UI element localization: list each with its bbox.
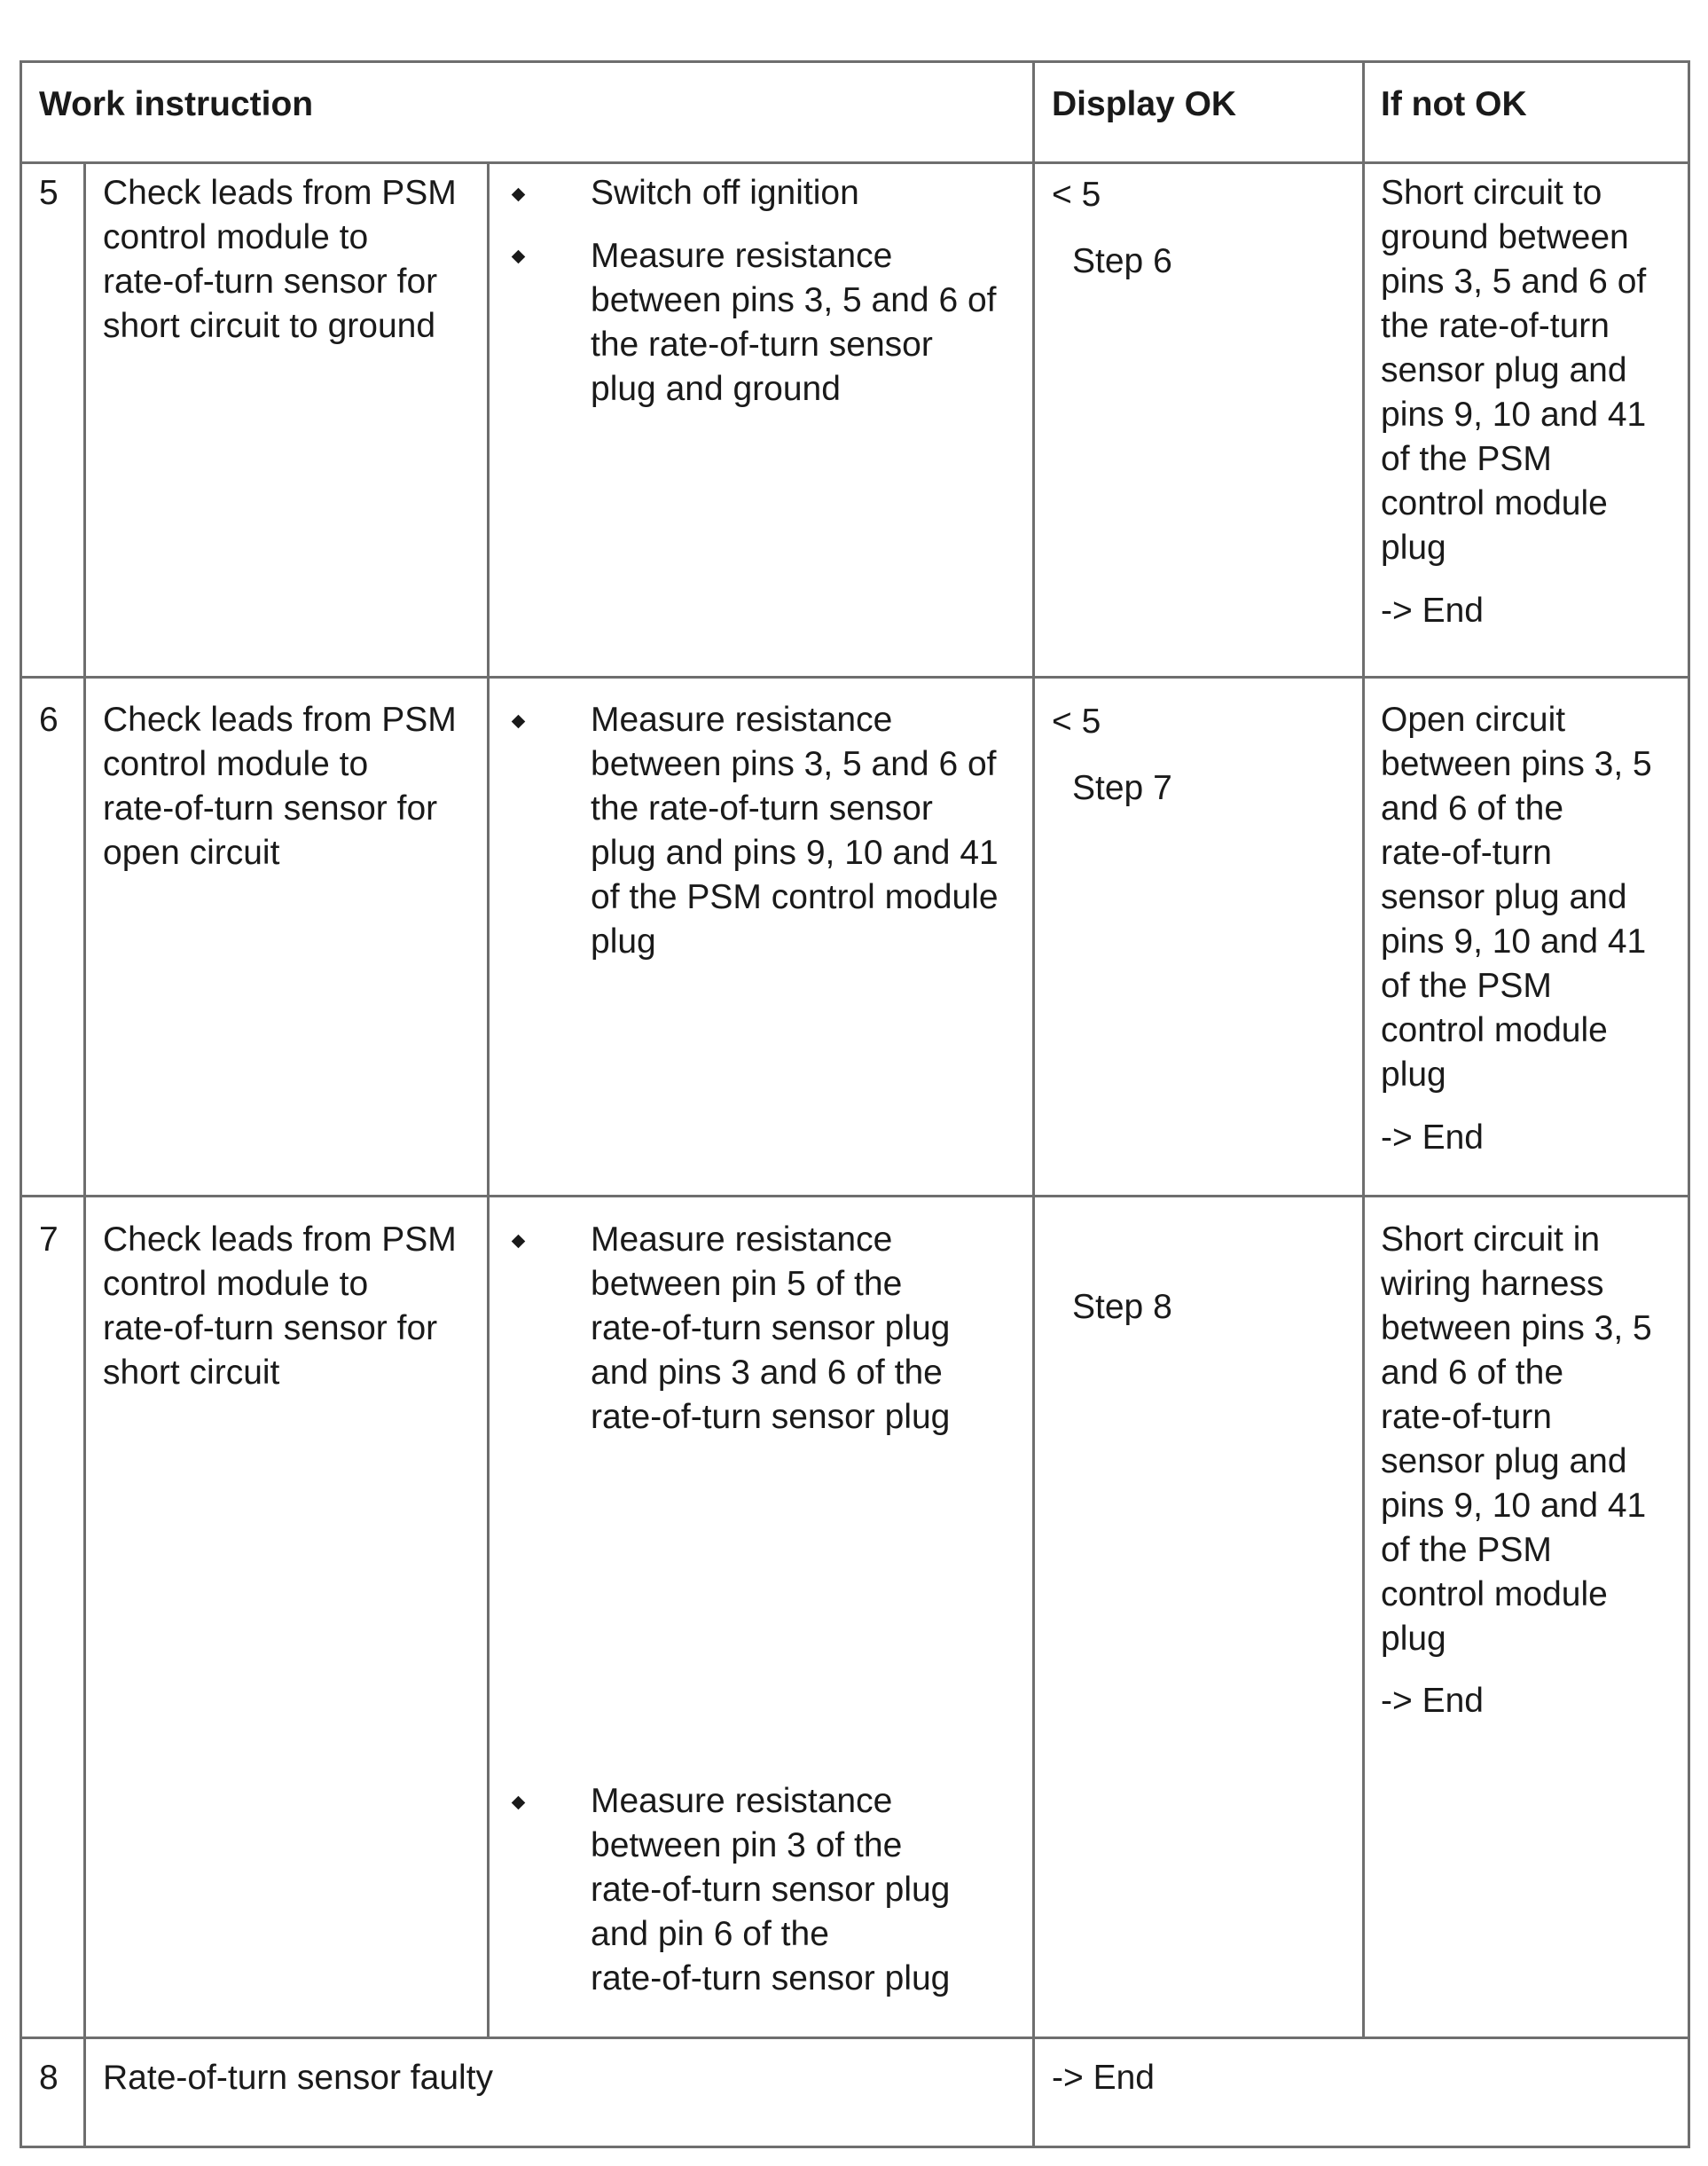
display-ok-value: Step 6 [1072, 242, 1172, 280]
display-ok-value: < 5 [1052, 176, 1101, 214]
action-text: rate-of-turn sensor plug [591, 1871, 951, 1909]
step-description: short circuit [103, 1354, 280, 1392]
step-description: rate-of-turn sensor for [103, 263, 438, 301]
if-not-ok-text: control module [1381, 484, 1608, 522]
display-column-divider [1032, 60, 1035, 2148]
if-not-ok-text: of the PSM [1381, 440, 1552, 478]
step-description: rate-of-turn sensor for [103, 1309, 438, 1347]
action-text: the rate-of-turn sensor [591, 789, 933, 828]
action-column-divider [487, 161, 490, 2039]
action-text: plug and pins 9, 10 and 41 [591, 834, 999, 872]
if-not-ok-text: pins 9, 10 and 41 [1381, 922, 1647, 961]
row-divider-7 [20, 2037, 1690, 2039]
action-text: Switch off ignition [591, 174, 859, 212]
display-ok-value: Step 7 [1072, 769, 1172, 807]
display-ok-value: -> End [1052, 2059, 1155, 2097]
end-marker: -> End [1381, 1118, 1484, 1157]
action-text: between pin 3 of the [591, 1826, 903, 1864]
if-not-ok-text: between pins 3, 5 [1381, 1309, 1652, 1347]
step-description: control module to [103, 1265, 369, 1303]
if-not-ok-text: pins 9, 10 and 41 [1381, 1487, 1647, 1525]
action-text: between pin 5 of the [591, 1265, 903, 1303]
action-text: and pins 3 and 6 of the [591, 1354, 943, 1392]
step-number: 7 [39, 1220, 59, 1259]
if-not-ok-text: of the PSM [1381, 967, 1552, 1005]
step-description: rate-of-turn sensor for [103, 789, 438, 828]
if-not-ok-text: Open circuit [1381, 701, 1566, 739]
step-description: short circuit to ground [103, 307, 436, 345]
action-text: the rate-of-turn sensor [591, 326, 933, 364]
action-text: between pins 3, 5 and 6 of [591, 745, 997, 783]
if-not-ok-text: pins 9, 10 and 41 [1381, 396, 1647, 434]
row-divider-6 [20, 1195, 1690, 1197]
if-not-ok-text: sensor plug and [1381, 1442, 1627, 1480]
if-not-ok-text: control module [1381, 1011, 1608, 1049]
if-not-ok-text: and 6 of the [1381, 789, 1564, 828]
if-not-ok-text: plug [1381, 1620, 1446, 1658]
step-number: 8 [39, 2059, 59, 2097]
action-text: rate-of-turn sensor plug [591, 1309, 951, 1347]
if-not-ok-text: plug [1381, 529, 1446, 567]
if-not-ok-text: the rate-of-turn [1381, 307, 1610, 345]
step-number: 6 [39, 701, 59, 739]
action-text: Measure resistance [591, 1220, 893, 1259]
if-not-ok-text: Short circuit to [1381, 174, 1602, 212]
step-description: control module to [103, 745, 369, 783]
row-divider-5 [20, 676, 1690, 679]
action-text: rate-of-turn sensor plug [591, 1959, 951, 1997]
if-not-ok-text: control module [1381, 1575, 1608, 1613]
step-description: control module to [103, 218, 369, 256]
header-if-not-ok: If not OK [1381, 85, 1527, 123]
step-description: Check leads from PSM [103, 701, 457, 739]
header-work-instruction: Work instruction [39, 85, 314, 123]
step-number: 5 [39, 174, 59, 212]
if-not-ok-text: wiring harness [1381, 1265, 1604, 1303]
action-text: of the PSM control module [591, 878, 999, 916]
step-column-divider [83, 161, 86, 2148]
step-description: open circuit [103, 834, 280, 872]
if-not-ok-text: rate-of-turn [1381, 1398, 1552, 1436]
action-text: and pin 6 of the [591, 1915, 829, 1953]
step-description: Rate-of-turn sensor faulty [103, 2059, 494, 2097]
step-description: Check leads from PSM [103, 1220, 457, 1259]
if-not-ok-text: sensor plug and [1381, 878, 1627, 916]
action-text: Measure resistance [591, 701, 893, 739]
if-not-ok-text: sensor plug and [1381, 351, 1627, 389]
if-not-ok-text: between pins 3, 5 [1381, 745, 1652, 783]
display-ok-value: < 5 [1052, 702, 1101, 741]
if-not-ok-text: Short circuit in [1381, 1220, 1601, 1259]
action-text: rate-of-turn sensor plug [591, 1398, 951, 1436]
header-divider [20, 161, 1690, 164]
if-not-ok-text: rate-of-turn [1381, 834, 1552, 872]
if-not-ok-text: of the PSM [1381, 1531, 1552, 1569]
step-description: Check leads from PSM [103, 174, 457, 212]
action-text: plug and ground [591, 370, 841, 408]
if-not-ok-text: pins 3, 5 and 6 of [1381, 263, 1647, 301]
action-text: Measure resistance [591, 1782, 893, 1820]
if-not-ok-text: plug [1381, 1056, 1446, 1094]
display-ok-value: Step 8 [1072, 1288, 1172, 1326]
if-not-ok-text: ground between [1381, 218, 1629, 256]
header-display-ok: Display OK [1052, 85, 1237, 123]
if-not-ok-text: and 6 of the [1381, 1354, 1564, 1392]
end-marker: -> End [1381, 1682, 1484, 1720]
action-text: Measure resistance [591, 237, 893, 275]
action-text: plug [591, 922, 656, 961]
action-text: between pins 3, 5 and 6 of [591, 281, 997, 319]
end-marker: -> End [1381, 592, 1484, 630]
ifnot-column-divider [1362, 60, 1365, 2039]
